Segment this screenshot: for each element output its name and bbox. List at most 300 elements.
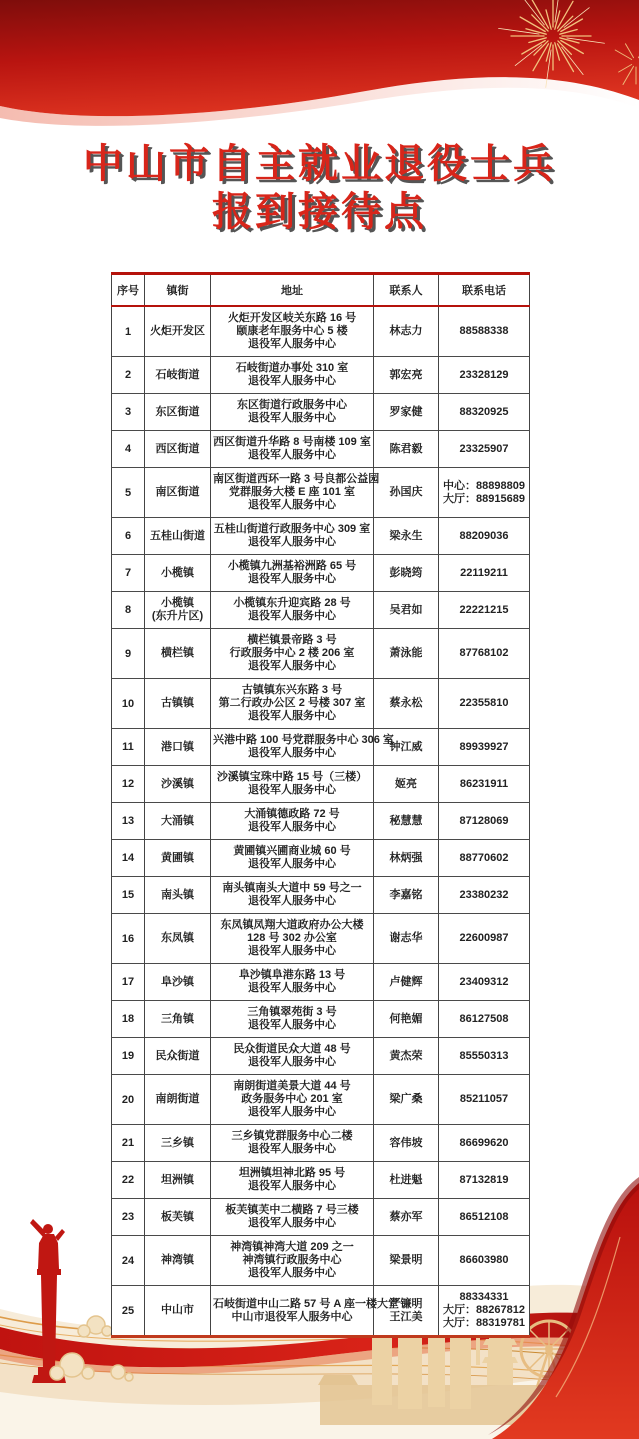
town-line: 五桂山街道 [150, 529, 205, 542]
town-cell [145, 1001, 211, 1038]
contact-cell [374, 1286, 439, 1337]
phone-line: 86231911 [459, 777, 509, 790]
address-line: 退役军人服务中心 [248, 1143, 336, 1155]
header-address: 地址 [211, 274, 374, 307]
contact-line: 王江美 [389, 1310, 423, 1323]
phone-line: 89939927 [459, 740, 509, 753]
town-cell [145, 518, 211, 555]
address-line: 石岐街道中山二路 57 号 A 座一楼大堂 [213, 1297, 399, 1310]
title-line-1: 中山市自主就业退役士兵 [83, 142, 556, 186]
town-cell [145, 877, 211, 914]
town-line: 东区街道 [155, 405, 200, 418]
seq-cell: 18 [112, 1001, 145, 1038]
town-cell [145, 394, 211, 431]
contact-line: 林志力 [389, 325, 423, 337]
phone-cell [439, 877, 530, 914]
seq-cell: 14 [112, 840, 145, 877]
phone-cell [439, 1001, 530, 1038]
seq-cell: 16 [112, 914, 145, 964]
town-cell [145, 1125, 211, 1162]
phone-cell [439, 1199, 530, 1236]
contact-line: 罗家健 [389, 405, 423, 418]
phone-line: 22600987 [459, 932, 509, 944]
address-line: 石岐街道办事处 310 室 [235, 362, 349, 374]
seq-cell: 23 [112, 1199, 145, 1236]
contact-cell [374, 1038, 439, 1075]
town-line: 石岐街道 [155, 368, 200, 381]
address-line: 政务服务中心 201 室 [241, 1093, 343, 1105]
phone-cell [439, 766, 530, 803]
contact-line: 陈君毅 [389, 442, 423, 455]
address-line: 退役军人服务中心 [248, 536, 336, 548]
seq-cell: 21 [112, 1125, 145, 1162]
town-line: 三乡镇 [161, 1136, 194, 1149]
address-line: 火炬开发区岐关东路 16 号 [227, 312, 357, 324]
phone-line: 大厅：88915689 [443, 492, 525, 505]
contact-cell [374, 1162, 439, 1199]
address-line: 民众街道民众大道 48 号 [233, 1043, 351, 1055]
address-line: 沙溪镇宝珠中路 15 号（三楼） [216, 771, 368, 783]
phone-line: 88209036 [459, 529, 509, 542]
contact-line: 容伟坡 [389, 1136, 423, 1149]
seq-cell: 24 [112, 1236, 145, 1286]
address-line: 西区街道升华路 8 号南楼 109 室 [213, 436, 371, 448]
phone-line: 23409312 [459, 975, 509, 988]
contact-line: 钟江威 [389, 740, 423, 753]
table-row [112, 766, 530, 803]
town-line: 火炬开发区 [150, 325, 205, 337]
seq-cell: 2 [112, 357, 145, 394]
contact-cell [374, 1075, 439, 1125]
table-row [112, 431, 530, 468]
address-cell [211, 1001, 374, 1038]
address-cell [211, 1199, 374, 1236]
table-row [112, 592, 530, 629]
town-cell [145, 1038, 211, 1075]
table-row [112, 555, 530, 592]
address-cell [211, 766, 374, 803]
contact-line: 蔡永松 [389, 697, 423, 709]
phone-cell [439, 394, 530, 431]
town-cell [145, 431, 211, 468]
address-cell [211, 431, 374, 468]
address-cell [211, 394, 374, 431]
town-line: 古镇镇 [161, 697, 194, 709]
phone-cell [439, 592, 530, 629]
town-cell [145, 766, 211, 803]
table-row [112, 803, 530, 840]
phone-line: 86603980 [459, 1254, 509, 1266]
contact-line: 秘慧慧 [389, 814, 423, 827]
town-line: 南区街道 [155, 486, 200, 498]
seq-cell: 20 [112, 1075, 145, 1125]
address-line: 退役军人服务中心 [248, 1267, 336, 1279]
header-phone: 联系电话 [439, 274, 530, 307]
address-line: 阜沙镇阜港东路 13 号 [238, 969, 346, 981]
phone-line: 87768102 [459, 647, 509, 659]
contact-cell [374, 592, 439, 629]
phone-line: 88334331 [459, 1291, 509, 1303]
contact-line: 卢健辉 [389, 975, 423, 988]
table-row [112, 1125, 530, 1162]
address-cell [211, 1075, 374, 1125]
address-line: 退役军人服务中心 [248, 1019, 336, 1031]
address-cell [211, 629, 374, 679]
contact-cell [374, 468, 439, 518]
address-cell [211, 357, 374, 394]
address-line: 板芙镇芙中二横路 7 号三楼 [225, 1204, 359, 1216]
town-line: (东升片区) [151, 610, 204, 622]
address-line: 中山市退役军人服务中心 [231, 1310, 353, 1323]
address-cell [211, 592, 374, 629]
phone-line: 86512108 [459, 1210, 509, 1223]
phone-cell [439, 468, 530, 518]
contact-line: 蔡亦军 [389, 1210, 423, 1223]
phone-cell [439, 1286, 530, 1337]
contact-cell [374, 431, 439, 468]
address-cell [211, 729, 394, 766]
contact-cell [374, 840, 439, 877]
table-row [112, 306, 530, 357]
phone-line: 87132819 [459, 1173, 509, 1186]
top-ribbon-decoration [0, 0, 639, 155]
address-line: 南区街道西环一路 3 号良都公益园 [213, 473, 380, 485]
town-cell [145, 555, 211, 592]
address-line: 南头镇南头大道中 59 号之一 [222, 882, 362, 894]
address-line: 退役军人服务中心 [248, 747, 336, 759]
address-line: 退役军人服务中心 [248, 1056, 336, 1068]
contact-cell [374, 803, 439, 840]
seq-cell: 8 [112, 592, 145, 629]
contact-cell [374, 1236, 439, 1286]
town-cell [145, 1286, 211, 1337]
phone-line: 22221215 [459, 603, 509, 616]
address-cell [211, 1038, 374, 1075]
town-line: 民众街道 [155, 1049, 200, 1062]
contact-line: 吴君如 [389, 603, 423, 616]
contact-line: 梁广桑 [389, 1093, 423, 1105]
town-line: 小榄镇 [161, 597, 194, 609]
table-row [112, 679, 530, 729]
contact-line: 何艳媚 [389, 1012, 423, 1025]
contact-line: 林炳强 [389, 851, 423, 864]
town-cell [145, 803, 211, 840]
reception-table-container [111, 272, 529, 1338]
address-line: 128 号 302 办公室 [247, 932, 337, 944]
table-body [112, 306, 530, 1337]
phone-line: 85211057 [459, 1093, 509, 1105]
address-line: 退役军人服务中心 [248, 610, 336, 622]
contact-line: 杜进魁 [389, 1173, 423, 1186]
contact-line: 黄杰荣 [389, 1049, 423, 1062]
seq-cell: 5 [112, 468, 145, 518]
address-cell [211, 306, 374, 357]
address-line: 退役军人服务中心 [248, 499, 336, 511]
town-line: 沙溪镇 [161, 777, 194, 790]
town-line: 港口镇 [161, 740, 194, 753]
phone-cell [439, 1075, 530, 1125]
town-cell [145, 729, 211, 766]
address-line: 横栏镇景帝路 3 号 [247, 634, 337, 646]
address-cell [211, 877, 374, 914]
table-row [112, 877, 530, 914]
contact-cell [374, 766, 439, 803]
table-row [112, 394, 530, 431]
seq-cell: 22 [112, 1162, 145, 1199]
table-row [112, 964, 530, 1001]
contact-cell [374, 877, 439, 914]
town-cell [145, 1236, 211, 1286]
address-line: 退役军人服务中心 [248, 1180, 336, 1192]
phone-cell [439, 431, 530, 468]
town-cell [145, 1162, 211, 1199]
address-line: 东凤镇凤翔大道政府办公大楼 [220, 919, 364, 931]
address-line: 第二行政办公区 2 号楼 307 室 [218, 697, 366, 709]
phone-cell [439, 679, 530, 729]
town-line: 板芙镇 [161, 1210, 194, 1223]
contact-line: 萧泳能 [389, 647, 423, 659]
address-cell [211, 914, 374, 964]
phone-line: 22119211 [460, 566, 508, 579]
address-cell [211, 555, 374, 592]
page-title [0, 140, 639, 236]
address-cell [211, 840, 374, 877]
contact-cell [374, 964, 439, 1001]
town-cell [145, 964, 211, 1001]
town-cell [145, 840, 211, 877]
address-cell [211, 518, 374, 555]
address-cell [211, 679, 374, 729]
town-cell [145, 1075, 211, 1125]
address-line: 退役军人服务中心 [248, 449, 336, 461]
address-line: 坦洲镇坦神北路 95 号 [238, 1167, 346, 1179]
seq-cell: 11 [112, 729, 145, 766]
phone-cell [439, 1125, 530, 1162]
contact-cell [374, 1001, 439, 1038]
phone-cell [439, 306, 530, 357]
address-line: 三角镇翠苑街 3 号 [247, 1006, 337, 1018]
contact-line: 李嘉铭 [389, 888, 423, 901]
contact-line: 彭晓筠 [389, 566, 423, 579]
table-row [112, 729, 530, 766]
phone-line: 23380232 [459, 888, 509, 901]
address-line: 退役军人服务中心 [248, 945, 336, 957]
address-line: 古镇镇东兴东路 3 号 [241, 684, 343, 696]
address-line: 三乡镇党群服务中心二楼 [231, 1130, 353, 1142]
table-row [112, 840, 530, 877]
phone-cell [439, 729, 530, 766]
table-row [112, 468, 530, 518]
phone-line: 87128069 [459, 814, 509, 827]
address-line: 南朗街道美景大道 44 号 [233, 1080, 351, 1092]
address-cell [211, 468, 380, 518]
contact-cell [374, 1199, 439, 1236]
address-line: 退役军人服务中心 [248, 660, 336, 672]
town-line: 神湾镇 [161, 1254, 194, 1266]
town-line: 东凤镇 [161, 932, 194, 944]
table-header [112, 274, 530, 307]
phone-line: 22355810 [459, 697, 509, 709]
address-line: 小榄镇东升迎宾路 28 号 [233, 597, 351, 609]
town-line: 南头镇 [161, 888, 194, 901]
contact-cell [374, 914, 439, 964]
address-line: 东区街道行政服务中心 [237, 399, 347, 411]
town-line: 阜沙镇 [161, 975, 194, 988]
address-line: 颐康老年服务中心 5 楼 [236, 325, 348, 337]
phone-cell [439, 964, 530, 1001]
table-row [112, 518, 530, 555]
seq-cell: 10 [112, 679, 145, 729]
table-row [112, 914, 530, 964]
contact-cell [374, 1125, 439, 1162]
table-row [112, 1236, 530, 1286]
phone-line: 86127508 [459, 1012, 509, 1025]
phone-cell [439, 914, 530, 964]
address-cell [211, 1236, 374, 1286]
contact-line: 姬亮 [395, 777, 417, 790]
contact-line: 谢志华 [389, 932, 423, 944]
town-cell [145, 679, 211, 729]
seq-cell: 25 [112, 1286, 145, 1337]
town-line: 中山市 [161, 1304, 194, 1316]
address-line: 五桂山街道行政服务中心 309 室 [213, 523, 371, 535]
address-line: 兴港中路 100 号党群服务中心 306 室 [213, 734, 394, 746]
address-cell [211, 803, 374, 840]
phone-cell [439, 357, 530, 394]
phone-line: 86699620 [459, 1136, 509, 1149]
phone-line: 88588338 [459, 325, 509, 337]
address-line: 退役军人服务中心 [248, 412, 336, 424]
address-cell [211, 1125, 374, 1162]
town-cell [145, 1199, 211, 1236]
seq-cell: 19 [112, 1038, 145, 1075]
contact-line: 孙国庆 [389, 486, 423, 498]
header-town: 镇街 [145, 274, 211, 307]
header-contact: 联系人 [374, 274, 439, 307]
address-line: 神湾镇行政服务中心 [242, 1254, 342, 1266]
town-line: 坦洲镇 [161, 1173, 194, 1186]
town-line: 横栏镇 [161, 647, 194, 659]
town-cell [145, 306, 211, 357]
town-line: 三角镇 [161, 1012, 194, 1025]
contact-cell [374, 357, 439, 394]
phone-line: 88770602 [459, 851, 509, 864]
ribbon-band [0, 0, 639, 116]
phone-cell [439, 1038, 530, 1075]
contact-line: 严镰明 [389, 1297, 423, 1310]
address-cell [211, 1286, 399, 1337]
address-line: 大涌镇德政路 72 号 [244, 808, 340, 820]
contact-line: 郭宏亮 [389, 368, 423, 381]
phone-line: 大厅：88267812 [443, 1304, 525, 1316]
seq-cell: 9 [112, 629, 145, 679]
phone-cell [439, 803, 530, 840]
town-line: 大涌镇 [161, 814, 194, 827]
address-line: 退役军人服务中心 [248, 895, 336, 907]
contact-line: 梁景明 [389, 1254, 423, 1266]
address-line: 小榄镇九洲基裕洲路 65 号 [227, 560, 357, 572]
town-line: 黄圃镇 [161, 851, 194, 864]
phone-line: 23325907 [459, 442, 509, 455]
phone-cell [439, 629, 530, 679]
table-row [112, 1038, 530, 1075]
phone-line: 88320925 [459, 405, 509, 418]
phone-cell [439, 518, 530, 555]
seq-cell: 13 [112, 803, 145, 840]
town-cell [145, 592, 211, 629]
town-line: 小榄镇 [161, 566, 194, 579]
phone-line: 中心：88898809 [443, 479, 525, 492]
header-seq: 序号 [112, 274, 145, 307]
contact-cell [374, 518, 439, 555]
title-line-2: 报到接待点 [212, 190, 427, 234]
phone-cell [439, 1236, 530, 1286]
seq-cell: 4 [112, 431, 145, 468]
table-row [112, 1286, 530, 1337]
contact-cell [374, 555, 439, 592]
town-cell [145, 629, 211, 679]
town-line: 西区街道 [155, 442, 200, 455]
town-cell [145, 468, 211, 518]
seq-cell: 7 [112, 555, 145, 592]
address-line: 退役军人服务中心 [248, 784, 336, 796]
address-line: 退役军人服务中心 [248, 1106, 336, 1118]
town-line: 南朗街道 [155, 1093, 200, 1105]
address-line: 退役军人服务中心 [248, 858, 336, 870]
address-line: 退役军人服务中心 [248, 338, 336, 350]
contact-cell [374, 629, 439, 679]
phone-cell [439, 840, 530, 877]
address-line: 退役军人服务中心 [248, 375, 336, 387]
contact-cell [374, 394, 439, 431]
phone-cell [439, 555, 530, 592]
town-cell [145, 914, 211, 964]
table-row [112, 357, 530, 394]
table-row [112, 1162, 530, 1199]
seq-cell: 3 [112, 394, 145, 431]
phone-cell [439, 1162, 530, 1199]
address-line: 退役军人服务中心 [248, 710, 336, 722]
address-line: 退役军人服务中心 [248, 1217, 336, 1229]
seq-cell: 6 [112, 518, 145, 555]
phone-line: 85550313 [459, 1049, 509, 1062]
seq-cell: 1 [112, 306, 145, 357]
table-row [112, 1075, 530, 1125]
contact-cell [374, 306, 439, 357]
seq-cell: 12 [112, 766, 145, 803]
address-line: 党群服务大楼 E 座 101 室 [229, 486, 355, 498]
table-row [112, 1199, 530, 1236]
address-line: 退役军人服务中心 [248, 982, 336, 994]
contact-cell [374, 679, 439, 729]
reception-table [111, 272, 530, 1338]
seq-cell: 17 [112, 964, 145, 1001]
phone-line: 23328129 [459, 368, 509, 381]
table-row [112, 629, 530, 679]
address-line: 退役军人服务中心 [248, 573, 336, 585]
address-line: 黄圃镇兴圃商业城 60 号 [233, 845, 351, 857]
address-line: 行政服务中心 2 楼 206 室 [229, 647, 355, 659]
table-row [112, 1001, 530, 1038]
address-cell [211, 964, 374, 1001]
phone-line: 大厅：88319781 [443, 1317, 525, 1329]
town-cell [145, 357, 211, 394]
address-line: 退役军人服务中心 [248, 821, 336, 833]
seq-cell: 15 [112, 877, 145, 914]
contact-line: 梁永生 [389, 529, 423, 542]
address-cell [211, 1162, 374, 1199]
address-line: 神湾镇神湾大道 209 之一 [230, 1241, 354, 1253]
